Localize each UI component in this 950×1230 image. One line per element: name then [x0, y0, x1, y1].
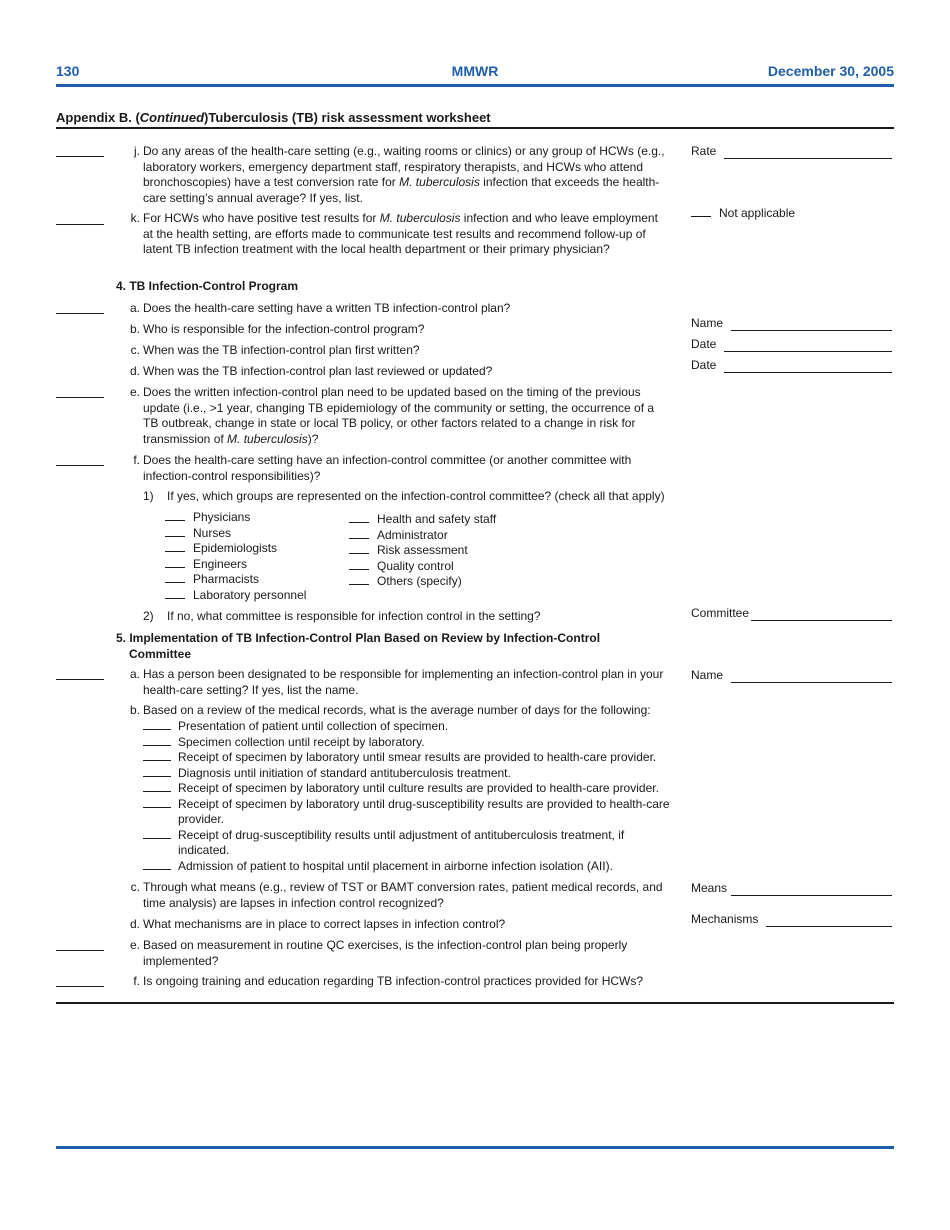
title-rule: [56, 127, 894, 129]
group-checkbox-administrator[interactable]: Administrator: [349, 528, 448, 544]
item-4b-label: b.: [129, 322, 140, 336]
group-checkbox-laboratory-personnel[interactable]: Laboratory personnel: [165, 588, 306, 604]
name-field-4b[interactable]: Name: [691, 316, 892, 331]
item-5e-label: e.: [129, 938, 140, 952]
header-rule: [56, 84, 894, 87]
section-5-heading-line2: Committee: [129, 647, 192, 661]
item-4a-text: Does the health-care setting have a written TB infection-control plan?: [143, 301, 511, 315]
item-4f2-label: 2): [143, 609, 154, 623]
item-4f-text: Does the health-care setting have an infection-control committee (or another committee with infection-control responsibilities)?: [143, 453, 632, 483]
group-checkbox-others[interactable]: Others (specify): [349, 574, 462, 590]
issue-date: December 30, 2005: [767, 63, 894, 79]
item-4e-label: e.: [129, 385, 140, 399]
committee-field[interactable]: Committee: [691, 606, 892, 621]
group-checkbox-health-safety-staff[interactable]: Health and safety staff: [349, 512, 496, 528]
item-5d-label: d.: [129, 917, 140, 931]
item-4d-label: d.: [129, 364, 140, 378]
item-4f1-label: 1): [143, 489, 154, 503]
rate-field[interactable]: Rate: [691, 144, 892, 159]
not-applicable-checkbox[interactable]: Not applicable: [691, 206, 795, 222]
group-checkbox-nurses[interactable]: Nurses: [165, 526, 231, 542]
item-4f2-text: If no, what committee is responsible for infection control in the setting?: [167, 609, 541, 623]
item-4f1-text: If yes, which groups are represented on the infection-control committee? (check all that apply): [167, 489, 665, 503]
name-field-5a[interactable]: Name: [691, 668, 892, 683]
answer-blank-5e[interactable]: [56, 950, 104, 951]
group-checkbox-epidemiologists[interactable]: Epidemiologists: [165, 541, 277, 557]
answer-blank-j[interactable]: [56, 156, 104, 157]
answer-blank-5a[interactable]: [56, 679, 104, 680]
item-5b-text: Based on a review of the medical records, what is the average number of days for the following:: [143, 703, 651, 717]
item-5a-text: Has a person been designated to be responsible for implementing an infection-control plan in your health-care setting? If yes, list the name.: [143, 667, 664, 697]
worksheet-title: Appendix B. (Continued)Tuberculosis (TB) risk assessment worksheet: [56, 110, 491, 125]
days-item[interactable]: Specimen collection until receipt by laboratory.: [143, 735, 671, 751]
days-item[interactable]: Receipt of drug-susceptibility results until adjustment of antituberculosis treatment, if indicated.: [143, 828, 671, 859]
means-field[interactable]: Means: [691, 881, 892, 896]
group-checkbox-engineers[interactable]: Engineers: [165, 557, 247, 573]
days-item[interactable]: Receipt of specimen by laboratory until smear results are provided to health-care provider.: [143, 750, 671, 766]
item-k-text: For HCWs who have positive test results for M. tuberculosis infection and who leave employment at the health setting, are efforts made to communicate test results and recommend follow-up of latent TB infection treatment with the local health department or their primary physician?: [143, 211, 658, 256]
footer-rule: [56, 1146, 894, 1149]
item-4b-text: Who is responsible for the infection-control program?: [143, 322, 425, 336]
item-4c-text: When was the TB infection-control plan first written?: [143, 343, 420, 357]
days-item[interactable]: Diagnosis until initiation of standard antituberculosis treatment.: [143, 766, 671, 782]
page-number: 130: [56, 63, 80, 79]
item-4e-text: Does the written infection-control plan need to be updated based on the timing of the previous update (i.e., >1 year, changing TB epidemiology of the community or setting, the occurrence of a TB outbreak, change in state or local TB policy, or other factors related to a change in risk for transmission of M. tuberculosis)?: [143, 385, 655, 446]
answer-blank-4f[interactable]: [56, 465, 104, 466]
section-5-heading: 5. Implementation of TB Infection-Control Plan Based on Review by Infection-Control: [116, 631, 601, 645]
days-item[interactable]: Admission of patient to hospital until placement in airborne infection isolation (AII).: [143, 859, 671, 875]
answer-blank-k[interactable]: [56, 224, 104, 225]
answer-blank-4e[interactable]: [56, 397, 104, 398]
item-5b-label: b.: [129, 703, 140, 717]
item-5d-text: What mechanisms are in place to correct lapses in infection control?: [143, 917, 506, 931]
item-5e-text: Based on measurement in routine QC exercises, is the infection-control plan being properly implemented?: [143, 938, 628, 968]
days-item[interactable]: Presentation of patient until collection of specimen.: [143, 719, 671, 735]
group-checkbox-pharmacists[interactable]: Pharmacists: [165, 572, 259, 588]
item-4d-text: When was the TB infection-control plan last reviewed or updated?: [143, 364, 493, 378]
item-5c-text: Through what means (e.g., review of TST or BAMT conversion rates, patient medical records, and time analysis) are lapses in infection control recognized?: [143, 880, 663, 910]
table-bottom-rule: [56, 1002, 894, 1004]
item-5c-label: c.: [130, 880, 140, 894]
item-4f-label: f.: [133, 453, 140, 467]
answer-blank-5f[interactable]: [56, 986, 104, 987]
date-field-reviewed[interactable]: Date: [691, 358, 892, 373]
date-field-written[interactable]: Date: [691, 337, 892, 352]
group-checkbox-physicians[interactable]: Physicians: [165, 510, 250, 526]
days-item[interactable]: Receipt of specimen by laboratory until drug-susceptibility results are provided to health-care provider.: [143, 797, 671, 828]
item-4c-label: c.: [130, 343, 140, 357]
item-k-label: k.: [130, 211, 140, 225]
section-4-heading: 4. TB Infection-Control Program: [116, 279, 299, 293]
item-4a-label: a.: [129, 301, 140, 315]
days-item[interactable]: Receipt of specimen by laboratory until culture results are provided to health-care provider.: [143, 781, 671, 797]
journal-name: MMWR: [451, 63, 499, 79]
item-5f-label: f.: [133, 974, 140, 988]
group-checkbox-quality-control[interactable]: Quality control: [349, 559, 454, 575]
answer-blank-4a[interactable]: [56, 313, 104, 314]
item-j-text: Do any areas of the health-care setting (e.g., waiting rooms or clinics) or any group of HCWs (e.g., laboratory workers, emergency department staff, respiratory therapists, and HCWs who attend bronchoscopies) have a test conversion rate for M. tuberculosis infection that exceeds the health-care setting’s annual average? If yes, list.: [143, 144, 665, 205]
item-5f-text: Is ongoing training and education regarding TB infection-control practices provided for HCWs?: [143, 974, 644, 988]
group-checkbox-risk-assessment[interactable]: Risk assessment: [349, 543, 468, 559]
item-5a-label: a.: [129, 667, 140, 681]
item-j-label: j.: [134, 144, 140, 158]
mechanisms-field[interactable]: Mechanisms: [691, 912, 892, 927]
